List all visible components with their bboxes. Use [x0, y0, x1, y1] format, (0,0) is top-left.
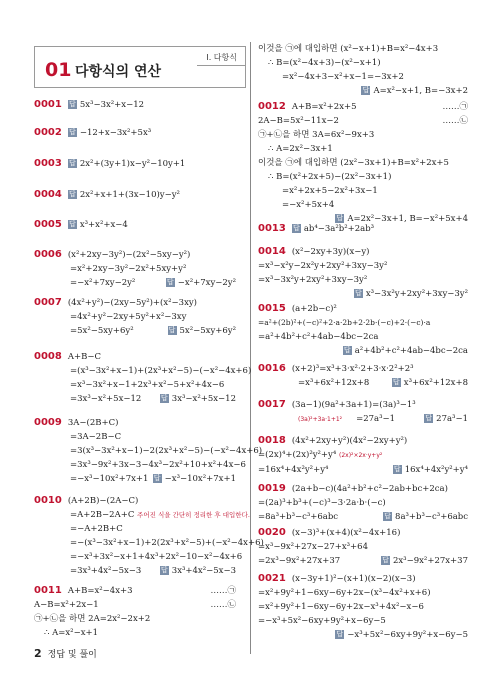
answer-text: 8a³+b³−c³+6abc — [395, 512, 468, 522]
solution-line: (A+2B)−(2A−C) — [67, 496, 139, 506]
problem-number: 0010 — [34, 495, 62, 506]
solution-line: (x²+2xy−3y²)−(2x²−5xy−y²) — [67, 250, 191, 260]
final-answer — [354, 287, 468, 301]
solution-line: A+B=x²+2x+5 — [291, 102, 357, 112]
solution-line: =−A+2B+C — [70, 524, 123, 534]
equation-marker: ……㉠ — [210, 586, 236, 596]
solution-line: 이것을 ㉠에 대입하면 (x²−x+1)+B=x²−4x+3 — [258, 44, 439, 54]
problem-number: 0003 — [34, 158, 62, 169]
answer-text: 16x⁴+4x²y²+y⁴ — [404, 465, 468, 475]
final-answer — [166, 276, 236, 290]
solution-line: =x²−4x+3−x²+x−1=−3x+2 — [282, 72, 404, 82]
solution-line: =3x³−9x²+3x−3−4x³−2x²+10+x²+4x−6 — [70, 460, 246, 470]
answer-icon: 답 — [362, 86, 370, 94]
hint-note: 주어진 식을 간단히 정리한 후 대입한다. — [137, 511, 250, 519]
problem-0013 — [258, 222, 374, 236]
answer-icon: 답 — [425, 414, 433, 422]
final-answer — [383, 510, 468, 524]
answer-text: −x³−10x²+7x+1 — [164, 474, 236, 484]
answer-text: 2x²+(3y+1)x−y²−10y+1 — [79, 159, 186, 169]
problem-0011 — [34, 584, 244, 640]
answer-icon: 답 — [354, 289, 362, 297]
problem-0007 — [34, 296, 244, 338]
solution-line: =2x³−9x²+27x+37 — [258, 556, 341, 566]
problem-number: 0013 — [258, 223, 286, 234]
answer-text: −12+x−3x²+5x³ — [79, 128, 152, 138]
solution-line: =x²+9y²+1−6xy−6y+2x−(x³−4x²+x+6) — [258, 588, 431, 598]
answer-text: −x²+7xy−2y² — [177, 278, 236, 288]
problem-number: 0007 — [34, 297, 62, 308]
problem-0010 — [34, 494, 264, 578]
problem-number: 0020 — [258, 527, 286, 538]
final-answer — [335, 628, 468, 642]
problem-0004 — [34, 188, 180, 202]
answer-text: 2x³−9x²+27x+37 — [392, 556, 468, 566]
final-answer — [381, 554, 468, 568]
problem-0011-continued — [258, 42, 476, 98]
problem-0018 — [258, 434, 476, 477]
solution-line: =x³−3x²+x−1+2x³+x²−5+x²+4x−6 — [70, 380, 225, 390]
problem-number: 0021 — [258, 573, 286, 584]
problem-number: 0009 — [34, 417, 62, 428]
solution-line: =(2a)³+b³+(−c)³−3·2a·b·(−c) — [258, 498, 386, 508]
solution-line: =3x³−x²+5x−12 — [70, 394, 142, 404]
problem-number: 0002 — [34, 127, 62, 138]
solution-line: =(2x)⁴+(2x)²y²+y⁴ — [258, 450, 337, 460]
solution-line: (x−3)³+(x+4)(x²−4x+16) — [291, 528, 401, 538]
solution-line: =x³−x²y−2x²y+2xy²+3xy−3y² — [258, 261, 388, 271]
problem-number: 0005 — [34, 219, 62, 230]
solution-line: =x³−3x²y+2xy²+3xy−3y² — [258, 275, 368, 285]
problem-number: 0015 — [258, 303, 286, 314]
footer-label: 정답 및 풀이 — [47, 650, 97, 660]
final-answer — [393, 463, 468, 477]
solution-line: =8a³+b³−c³+6abc — [258, 512, 339, 522]
answer-icon: 답 — [384, 512, 391, 520]
solution-line: =a²+(2b)²+(−c)²+2·a·2b+2·2b·(−c)+2·(−c)·a — [258, 318, 431, 327]
solution-line: =x²+2xy−3y²−2x²+5xy+y² — [70, 264, 187, 274]
final-answer — [424, 412, 468, 426]
answer-icon: 답 — [292, 224, 300, 232]
answer-icon: 답 — [382, 556, 389, 564]
solution-line: (2a+b−c)(4a²+b²+c²−2ab+bc+2ca) — [291, 484, 448, 494]
answer-icon: 답 — [68, 190, 76, 198]
solution-line: (x+2)³=x³+3·x²·2+3·x·2²+2³ — [291, 364, 414, 374]
solution-line: (x²−2xy+3y)(x−y) — [291, 247, 370, 257]
answer-icon: 답 — [343, 346, 351, 354]
solution-line: =x²+9y²+1−6xy−6y+2x−x³+4x²−x−6 — [258, 602, 424, 612]
page-footer — [34, 647, 97, 660]
problem-number: 0017 — [258, 399, 286, 410]
column-divider — [250, 42, 251, 654]
problem-number: 0012 — [258, 101, 286, 112]
problem-number: 0014 — [258, 246, 286, 257]
hint-note: (2x)²×2x·y+y² — [338, 452, 383, 459]
answer-text: A=x²−x+1, B=−3x+2 — [373, 86, 468, 96]
answer-icon: 답 — [68, 159, 76, 167]
answer-icon: 답 — [393, 465, 401, 473]
answer-text: 5x³−3x²+x−12 — [79, 100, 145, 110]
answer-text: 27a³−1 — [436, 414, 468, 424]
problem-0012 — [258, 100, 476, 226]
solution-line: =x²+2x+5−2x²+3x−1 — [282, 186, 378, 196]
section-underline — [197, 65, 245, 66]
problem-0001 — [34, 98, 144, 112]
problem-0009 — [34, 416, 263, 486]
solution-line: A+B=x²−4x+3 — [67, 586, 133, 596]
problem-0006 — [34, 248, 244, 290]
solution-line: 이것을 ㉠에 대입하면 (2x²−3x+1)+B=x²+2x+5 — [258, 158, 449, 168]
answer-text: 5x²−5xy+6y² — [179, 326, 236, 336]
solution-line: =a²+4b²+c²+4ab−4bc−2ca — [258, 332, 379, 342]
problem-0014 — [258, 245, 476, 301]
chapter-number: 01 — [45, 59, 72, 81]
problem-number: 0018 — [258, 435, 286, 446]
solution-line: =4x²+y²−2xy+5y²+x²−3xy — [70, 312, 187, 322]
answer-text: A=2x²−3x+1, B=−x²+5x+4 — [347, 214, 468, 224]
answer-text: 3x³+4x²−5x−3 — [171, 566, 236, 576]
solution-line: ㉠+㉡을 하면 2A=2x²−2x+2 — [34, 614, 151, 624]
solution-line: =27a³−1 — [356, 414, 396, 424]
equation-marker: ……㉡ — [210, 600, 236, 610]
solution-line: (x−3y+1)²−(x+1)(x−2)(x−3) — [291, 574, 416, 584]
solution-line: =−x³+5x²−6xy+9y²+x−6y−5 — [258, 616, 386, 626]
solution-line: (4x²+y²)−(2xy−5y²)+(x²−3xy) — [67, 298, 197, 308]
solution-line: ∴ B=(x²−4x+3)−(x²−x+1) — [268, 58, 381, 68]
answer-icon: 답 — [336, 630, 344, 638]
answer-text: 2x²+x+1+(3x−10)y−y² — [79, 190, 180, 200]
answer-text: ab⁴−3a²b²+2ab³ — [303, 224, 375, 234]
answer-icon: 답 — [336, 214, 344, 222]
solution-line: ∴ A=x²−x+1 — [44, 628, 99, 638]
answer-text: x³+x²+x−4 — [79, 220, 128, 230]
solution-line: =x³+6x²+12x+8 — [298, 378, 370, 388]
problem-0002 — [34, 126, 151, 140]
hint-note: (3a)²+3a·1+1² — [298, 416, 343, 423]
final-answer — [343, 344, 468, 358]
problem-number: 0016 — [258, 363, 286, 374]
answer-text: a²+4b²+c²+4ab−4bc−2ca — [354, 346, 468, 356]
solution-line: =−x³−10x²+7x+1 — [70, 474, 149, 484]
answer-text: x³+6x²+12x+8 — [403, 378, 468, 388]
page-number: 2 — [34, 647, 42, 660]
final-answer — [153, 472, 236, 486]
problem-0020 — [258, 526, 476, 568]
solution-line: =3x³+4x²−5x−3 — [70, 566, 142, 576]
solution-line: ∴ B=(x²+2x+5)−(2x²−3x+1) — [268, 172, 392, 182]
answer-icon: 답 — [168, 326, 176, 334]
solution-line: =3A−2B−C — [70, 432, 122, 442]
problem-number: 0011 — [34, 585, 62, 596]
answer-text: 3x³−x²+5x−12 — [171, 394, 236, 404]
final-answer — [361, 84, 468, 98]
final-answer — [160, 564, 236, 578]
problem-0003 — [34, 157, 185, 171]
answer-text: x³−3x²y+2xy²+3xy−3y² — [365, 289, 468, 299]
equation-marker: ……㉠ — [442, 102, 468, 112]
answer-icon: 답 — [392, 378, 400, 386]
problem-0005 — [34, 218, 128, 232]
solution-line: =A+2B−2A+C — [70, 510, 135, 520]
answer-text: −x³+5x²−6xy+9y²+x−6y−5 — [347, 630, 468, 640]
section-label: I. 다항식 — [206, 53, 237, 62]
chapter-title: 다항식의 연산 — [75, 64, 162, 80]
solution-line: =(x³−3x²+x−1)+(2x³+x²−5)−(−x²−4x+6) — [70, 366, 252, 376]
problem-number: 0019 — [258, 483, 286, 494]
solution-line: =−(x³−3x²+x−1)+2(2x³+x²−5)+(−x²−4x+6) — [70, 538, 264, 548]
solution-line: ㉠+㉡을 하면 3A=6x²−9x+3 — [258, 130, 375, 140]
solution-line: A−B=x²+2x−1 — [34, 600, 99, 610]
solution-line: =−x³+3x²−x+1+4x³+2x²−10−x²−4x+6 — [70, 552, 243, 562]
answer-icon: 답 — [153, 474, 161, 482]
equation-marker: ……㉡ — [442, 116, 468, 126]
solution-line: (a+2b−c)² — [291, 304, 337, 314]
answer-icon: 답 — [68, 128, 76, 136]
answer-icon: 답 — [166, 278, 174, 286]
solution-line: 2A−B=5x²−11x−2 — [258, 116, 339, 126]
chapter-header — [34, 46, 246, 88]
final-answer — [168, 324, 236, 338]
solution-line: =−x²+7xy−2y² — [70, 278, 136, 288]
problem-number: 0008 — [34, 351, 62, 362]
solution-line: =−x²+5x+4 — [282, 200, 335, 210]
problem-0008 — [34, 350, 252, 406]
solution-line: =5x²−5xy+6y² — [70, 326, 134, 336]
solution-line: (3a−1)(9a²+3a+1)=(3a)³−1³ — [291, 400, 416, 410]
solution-line: (4x²+2xy+y²)(4x²−2xy+y²) — [291, 436, 408, 446]
solution-line: 3A−(2B+C) — [67, 418, 119, 428]
problem-0015 — [258, 302, 476, 358]
solution-line: =3(x³−3x²+x−1)−2(2x³+x²−5)−(−x²−4x+6) — [70, 446, 263, 456]
problem-number: 0001 — [34, 99, 62, 110]
problem-0017 — [258, 398, 476, 427]
solution-line: ∴ A=2x²−3x+1 — [268, 144, 333, 154]
solution-line: =16x⁴+4x²y²+y⁴ — [258, 465, 329, 475]
solution-line: =x³−9x²+27x−27+x³+64 — [258, 542, 368, 552]
answer-icon: 답 — [160, 566, 168, 574]
final-answer — [392, 376, 468, 390]
solution-line: A+B−C — [67, 352, 101, 362]
answer-icon: 답 — [68, 100, 76, 108]
problem-0019 — [258, 482, 476, 524]
final-answer — [160, 392, 236, 406]
problem-0021 — [258, 572, 476, 642]
answer-icon: 답 — [160, 394, 168, 402]
problem-number: 0006 — [34, 249, 62, 260]
answer-icon: 답 — [68, 220, 76, 228]
problem-number: 0004 — [34, 189, 62, 200]
problem-0016 — [258, 362, 476, 390]
